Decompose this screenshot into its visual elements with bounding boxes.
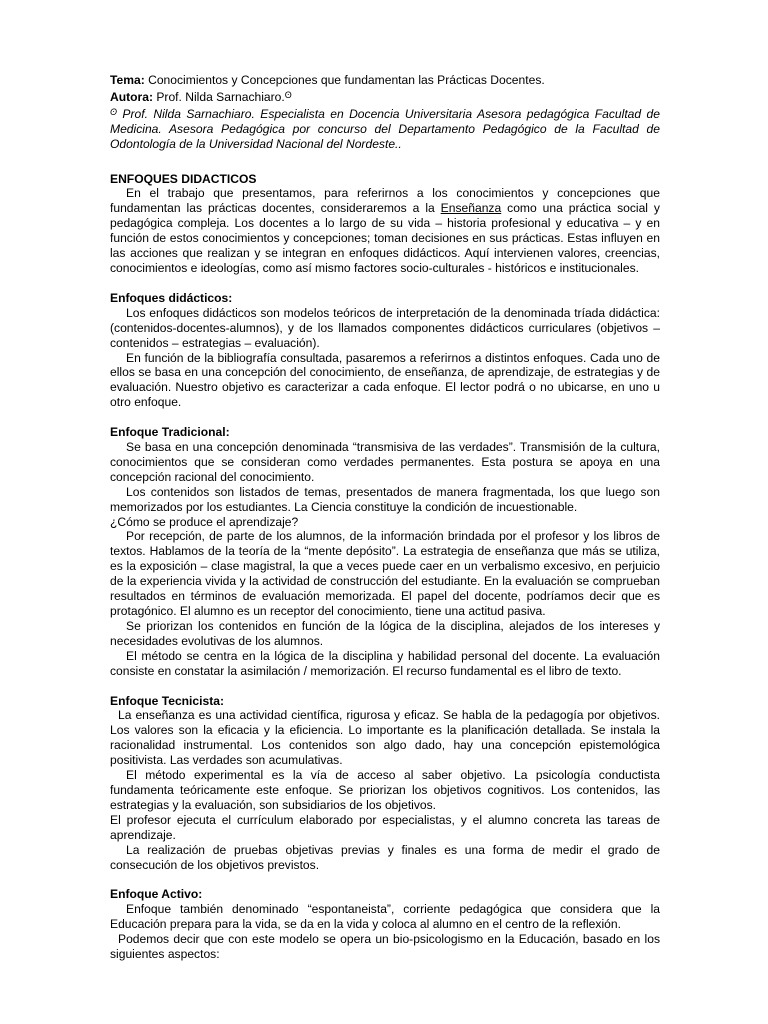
section-title-enfoques: ENFOQUES DIDACTICOS xyxy=(110,171,257,186)
tradicional-paragraph-3: Por recepción, de parte de los alumnos, de la información brindada por el profesor y los libros de textos. Hablamos de la teoría de la “mente depósito”. La estrategia de enseñanza que más se utiliza, es la exposición – clase magistral, la que a veces puede caer en un verbalismo excesivo, en perjuicio de la experiencia vivida y la actividad de construcción del estudiante. En la evaluación se comprueban resultados en términos de evaluación memorizada. El papel del docente, podríamos decir que es protagónico. El alumno es un receptor del conocimiento, tiene una actitud pasiva. xyxy=(110,529,660,618)
tema-line xyxy=(110,73,660,88)
document-body xyxy=(110,73,660,962)
tradicional-paragraph-4: Se priorizan los contenidos en función de la lógica de la disciplina, alejados de los intereses y necesidades evolutivas de los alumnos. xyxy=(110,618,660,648)
tradicional-question: ¿Cómo se produce el aprendizaje? xyxy=(110,514,299,529)
didacticos-paragraph-1: Los enfoques didácticos son modelos teóricos de interpretación de la denominada tríada didáctica: (contenidos-docentes-alumnos), y de los llamados componentes didácticos curriculares (objetivos – contenidos – estrategias – evaluación). xyxy=(110,305,660,350)
footnote-mark-2: ʘ xyxy=(110,106,118,117)
didacticos-paragraph-2: En función de la bibliografía consultada, pasaremos a referirnos a distintos enfoques. Cada uno de ellos se basa en una concepción del conocimiento, de enseñanza, de aprendizaje, de estrategias y de evaluación. Nuestro objetivo es caracterizar a cada enfoque. El lector podrá o no ubicarse, en uno u otro enfoque. xyxy=(110,350,660,410)
autora-label: Autora: xyxy=(110,89,153,104)
tradicional-paragraph-5: El método se centra en la lógica de la disciplina y habilidad personal del docente. La evaluación consiste en constatar la asimilación / memorización. El recurso fundamental es el libro de texto. xyxy=(110,648,660,678)
intro-underlined-word: Enseñanza xyxy=(440,201,502,216)
intro-text-b: como una práctica social y pedagógica compleja. Los docentes a lo largo de su vida – historia profesional y educativa – y en función de estos conocimientos y concepciones; toman decisiones en sus prácticas. Estas influyen en las acciones que realizan y se integran en enfoques didácticos. Aquí intervienen valores, creencias, conocimientos e ideologías, como así mismo factores socio-culturales - históricos e institucionales. xyxy=(110,201,660,275)
section-title-tradicional: Enfoque Tradicional: xyxy=(110,425,230,440)
footnote-text: Prof. Nilda Sarnachiaro. Especialista en Docencia Universitaria Asesora pedagógica Facultad de Medicina. Asesora Pedagógica por concurso del Departamento Pedagógico de la Facultad de Odontología de la Universidad Nacional del Nordeste.. xyxy=(110,106,660,151)
tradicional-paragraph-2: Los contenidos son listados de temas, presentados de manera fragmentada, los que luego son memorizados por los estudiantes. La Ciencia constituye la condición de incuestionable. xyxy=(110,484,660,514)
tecnicista-paragraph-1: La enseñanza es una actividad científica, rigurosa y eficaz. Se habla de la pedagogía por objetivos. Los valores son la eficacia y la eficiencia. Lo importante es la planificación detallada. Se instala la racionalidad instrumental. Los contenidos son algo dado, hay una concepción epistemológica positivista. Las verdades son acumulativas. xyxy=(110,708,660,768)
author-footnote xyxy=(110,105,660,152)
section-title-didacticos: Enfoques didácticos: xyxy=(110,290,233,305)
tema-text: Conocimientos y Concepciones que fundamentan las Prácticas Docentes. xyxy=(144,73,545,87)
intro-paragraph xyxy=(110,186,660,275)
section-title-activo: Enfoque Activo: xyxy=(110,887,203,902)
intro-text-a: En el trabajo que presentamos, para referirnos a los conocimientos y concepciones que fundamentan las prácticas docentes, consideraremos a la xyxy=(110,186,660,216)
activo-paragraph-1: Enfoque también denominado “espontaneista”, corriente pedagógica que considera que la Educación prepara para la vida, se da en la vida y coloca al alumno en el centro de la reflexión. xyxy=(110,902,660,932)
tecnicista-paragraph-4: La realización de pruebas objetivas previas y finales es una forma de medir el grado de consecución de los objetivos previstos. xyxy=(110,842,660,872)
tradicional-paragraph-1: Se basa en una concepción denominada “transmisiva de las verdades”. Transmisión de la cultura, conocimientos que se consideran como verdades permanentes. Esta postura se apoya en una concepción racional del conocimiento. xyxy=(110,440,660,484)
activo-paragraph-2: Podemos decir que con este modelo se opera un bio-psicologismo en la Educación, basado en los siguientes aspectos: xyxy=(110,932,660,962)
tema-label: Tema: xyxy=(110,73,145,87)
section-title-tecnicista: Enfoque Tecnicista: xyxy=(110,693,225,708)
tecnicista-paragraph-2: El método experimental es la vía de acceso al saber objetivo. La psicología conductista fundamenta teóricamente este enfoque. Se priorizan los objetivos cognitivos. Los contenidos, las estrategias y la evaluación, son subsidiarios de los objetivos. xyxy=(110,768,660,812)
autora-line xyxy=(110,88,660,105)
tecnicista-paragraph-3: El profesor ejecuta el currículum elaborado por especialistas, y el alumno concreta las tareas de aprendizaje. xyxy=(110,812,660,842)
autora-text: Prof. Nilda Sarnachiaro. xyxy=(153,89,285,104)
footnote-mark: ʘ xyxy=(284,89,292,100)
